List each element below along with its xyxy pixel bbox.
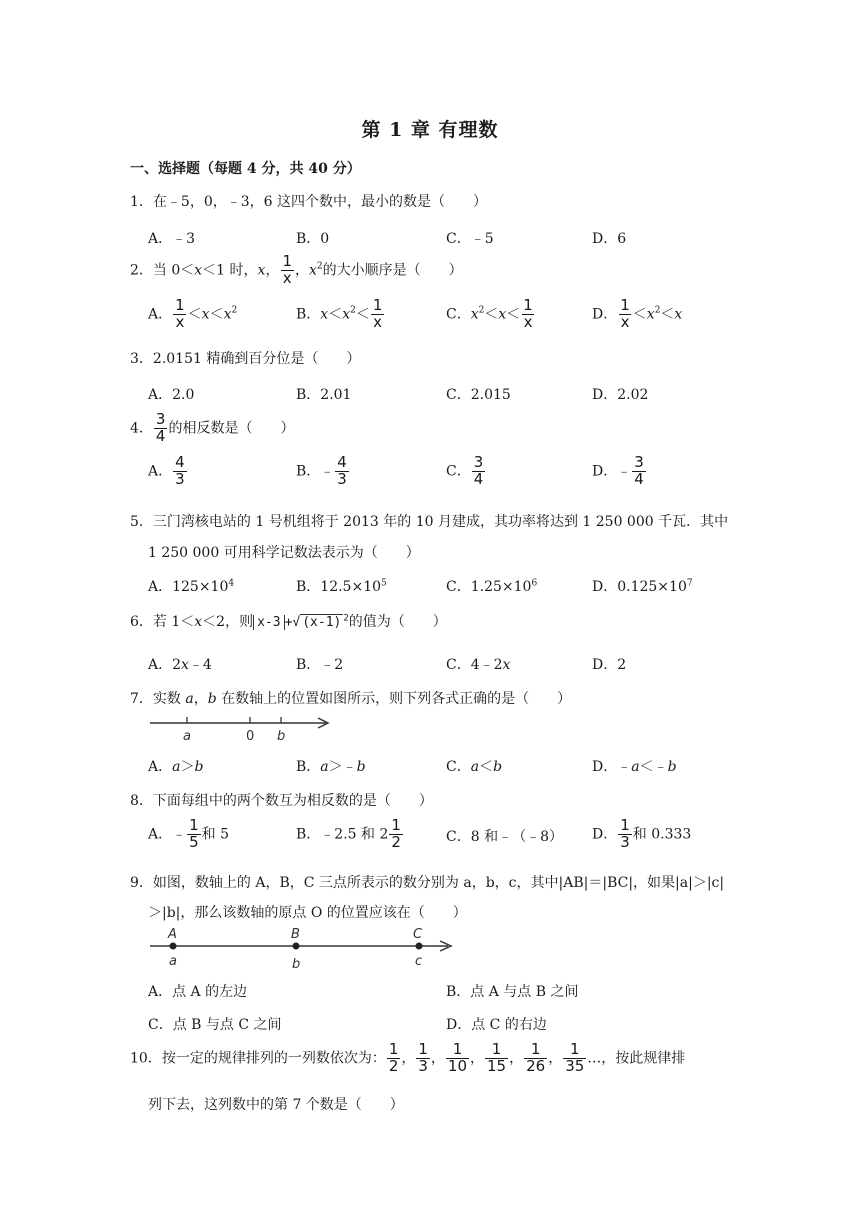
q6-option-c: C．4﹣2x [446,657,511,673]
q7-number-line [146,713,336,743]
q6-option-b: B．﹣2 [296,657,344,673]
q7-label-b: b [277,729,286,743]
q9-point-B: B [291,927,300,942]
q3-option-a: A．2.0 [148,387,195,403]
q8-option-b: B．﹣2.5 和 2 $\frac{1}{2}$ [296,816,401,851]
question-5-line-1: 5．三门湾核电站的 1 号机组将于 2013 年的 10 月建成，其功率将达到 1 250 000 千瓦．其中 [130,514,729,530]
question-10-line-1: 10．按一定的规律排列的一列数依次为： $\frac{1}{2}$ ， $\frac{1}{3}$ ， $\frac{1}{10}$ ， $\frac{1}{15}$ ， $\frac{1}{26}$ ， $\frac{1}{35}$ …，按此规律排 [130,1040,686,1075]
question-9-line-1: 9．如图，数轴上的 A，B，C 三点所表示的数分别为 a，b，c，其中|AB|＝|BC|，如果|a|＞|c| [130,875,725,891]
q5-option-a: A．$125\times 10^4$ [148,578,235,595]
q7-option-a: A．a＞b [148,759,204,775]
q5-option-d: D．$0.125\times 10^7$ [592,578,693,595]
q8-option-d: D． $\frac{1}{3}$ 和 0.333 [592,816,692,851]
q2-option-d: D． $\frac{1}{x}$ $<x^2<x$ [592,296,683,331]
question-1: 1．在﹣5，0，﹣3，6 这四个数中，最小的数是（ ） [130,194,487,210]
q8-option-a: A．﹣ $\frac{1}{5}$ 和 5 [148,816,230,851]
q6-option-d: D．2 [592,657,627,673]
question-6: 6．若 1＜x＜2，则 x-3 +√ (x-1) $^2$的值为（ ） [130,613,447,630]
q7-label-0: 0 [246,729,255,743]
question-2: 2．当 0＜x＜1 时，x， $\frac{1}{x}$ ，$x^2$的大小顺序是（ ） [130,252,463,287]
q7-option-b: B．a＞﹣b [296,759,366,775]
q9-label-a: a [169,954,177,969]
question-3: 3．2.0151 精确到百分位是（ ） [130,351,361,367]
question-9-line-2: ＞|b|，那么该数轴的原点 O 的位置应该在（ ） [148,905,467,921]
q2-option-c: C．$x^2<x<$ $\frac{1}{x}$ [446,296,533,331]
q1-option-d: D．6 [592,231,627,247]
q3-option-b: B．2.01 [296,387,352,403]
question-5-line-2: 1 250 000 可用科学记数法表示为（ ） [148,545,420,561]
q9-number-line [146,926,466,972]
q9-option-d: D．点 C 的右边 [446,1017,547,1033]
q5-option-c: C．$1.25\times 10^6$ [446,578,538,595]
q7-option-c: C．a＜b [446,759,503,775]
q9-point-A: A [168,927,177,942]
question-10-line-2: 列下去，这列数中的第 7 个数是（ ） [148,1097,404,1113]
q3-option-c: C．2.015 [446,387,511,403]
q3-option-d: D．2.02 [592,387,649,403]
q9-point-C: C [413,927,423,942]
q1-option-b: B．0 [296,231,330,247]
question-4: 4． $\frac{3}{4}$ 的相反数是（ ） [130,410,295,445]
q4-option-d: D．﹣ $\frac{3}{4}$ [592,453,644,488]
q9-option-c: C．点 B 与点 C 之间 [148,1017,282,1033]
q9-option-a: A．点 A 的左边 [148,984,248,1000]
q9-label-b: b [292,957,301,972]
q1-option-a: A．﹣3 [148,231,196,247]
q5-option-b: B．$12.5\times 10^5$ [296,578,387,595]
q9-option-b: B．点 A 与点 B 之间 [446,984,579,1000]
page-title: 第 1 章 有理数 [361,119,499,141]
question-8: 8．下面每组中的两个数互为相反数的是（ ） [130,793,433,809]
q8-option-c: C．8 和﹣（﹣8） [446,829,563,845]
q2-option-b: B．$x<x^2<$ $\frac{1}{x}$ [296,296,383,331]
q4-option-c: C． $\frac{3}{4}$ [446,453,484,488]
q7-label-a: a [183,729,191,743]
q1-option-c: C．﹣5 [446,231,494,247]
q4-option-b: B．﹣ $\frac{4}{3}$ [296,453,347,488]
q9-label-c: c [415,954,423,969]
section-heading: 一、选择题（每题 4 分，共 40 分） [130,161,361,177]
q7-option-d: D．﹣a＜﹣b [592,759,677,775]
question-7: 7．实数 a，b 在数轴上的位置如图所示，则下列各式正确的是（ ） [130,691,572,707]
q2-option-a: A． $\frac{1}{x}$ $<x<x^2$ [148,296,238,331]
q6-option-a: A．2x﹣4 [148,657,212,673]
q4-option-a: A． $\frac{4}{3}$ [148,453,185,488]
